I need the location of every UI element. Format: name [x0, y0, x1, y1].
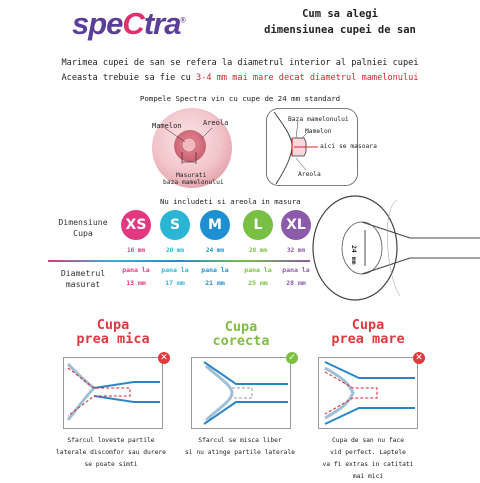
- fit-small-caption-1: Sfarcul loveste partile: [67, 437, 155, 444]
- fit-correct-illustration: [192, 358, 290, 428]
- registered-mark: ®: [180, 17, 185, 25]
- size-s-range-2: 17 mm: [165, 279, 185, 287]
- fit-correct-box: [191, 357, 291, 429]
- row-label-diameter-2: masurat: [65, 279, 101, 289]
- note-areola: Nu includeti si areola in masura: [160, 197, 301, 206]
- title-line-2: dimensiunea cupei de san: [264, 24, 416, 36]
- fit-large-status-icon: ✕: [413, 352, 425, 364]
- fit-large-box: [318, 357, 418, 429]
- size-xl-range-2: 28 mm: [286, 279, 306, 287]
- fit-large-caption: [303, 435, 433, 483]
- size-xs-range: [116, 264, 156, 290]
- fit-large-title: [303, 318, 433, 346]
- row-label-size-1: Dimensiune: [58, 217, 108, 227]
- intro-line-1: Marimea cupei de san se refera la diametrul interior al palniei cupei: [61, 58, 419, 68]
- label-areola-side: Areola: [298, 171, 321, 178]
- size-l-range: [238, 264, 278, 290]
- size-m-range-1: pana la: [201, 266, 229, 274]
- size-xl-range-1: pana la: [282, 266, 310, 274]
- fit-large-illustration: [319, 358, 417, 428]
- fit-correct-caption-2: si nu atinge partile laterale: [185, 449, 295, 456]
- size-xs-range-1: pana la: [122, 266, 150, 274]
- label-measure-1: Masurati: [176, 172, 207, 179]
- fit-large-caption-2: vid perfect. Laptele: [330, 449, 406, 456]
- flange-measure-label: 24 mm: [350, 245, 358, 265]
- label-measure-2: baza mamelonului: [163, 179, 224, 186]
- fit-small-illustration: [64, 358, 162, 428]
- title-line-1: Cum sa alegi: [302, 8, 378, 20]
- fit-correct-title: [176, 320, 306, 348]
- label-mamelon-side: Mamelon: [305, 128, 332, 135]
- size-divider: [48, 260, 310, 262]
- size-m-range: [195, 264, 235, 290]
- fit-small-title: [48, 318, 178, 346]
- intro-line-2: [10, 73, 470, 83]
- logo-part-3: tra: [143, 6, 181, 41]
- label-mamelon: Mamelon: [152, 122, 182, 130]
- fit-small-caption-3: se poate simti: [84, 461, 138, 468]
- fit-small-box: [63, 357, 163, 429]
- fit-small-title-1: Cupa: [96, 317, 130, 333]
- size-l-range-2: 25 mm: [248, 279, 268, 287]
- row-label-diameter-1: Diametrul: [60, 268, 106, 278]
- size-m-badge: M: [200, 210, 230, 240]
- size-xs-mm: 16 mm: [126, 247, 146, 254]
- row-label-size-2: Cupa: [73, 228, 93, 238]
- fit-large-caption-1: Cupa de san nu face: [331, 437, 405, 444]
- breast-shield-image: [300, 190, 480, 305]
- fit-correct-title-2: corecta: [212, 333, 270, 349]
- fit-small-status-icon: ✕: [158, 352, 170, 364]
- fit-correct-caption: [175, 435, 305, 459]
- size-m-range-2: 21 mm: [205, 279, 225, 287]
- label-here: aici se masoara: [320, 143, 377, 150]
- size-xl-mm: 32 mm: [286, 247, 306, 254]
- fit-large-title-2: prea mare: [331, 331, 405, 347]
- logo-part-2: C: [122, 6, 144, 41]
- size-s-badge: S: [160, 210, 190, 240]
- fit-large-caption-3: va fi extras in catitati: [322, 461, 414, 468]
- size-s-range-1: pana la: [161, 266, 189, 274]
- size-m-mm: 24 mm: [205, 247, 225, 254]
- page-title: [230, 6, 450, 38]
- intro-line-2-prefix: Aceasta trebuie sa fie cu: [61, 73, 197, 83]
- fit-large-title-1: Cupa: [351, 317, 385, 333]
- row-label-size: [48, 217, 118, 239]
- size-xl-range: [276, 264, 316, 290]
- fit-correct-caption-1: Sfarcul se misca liber: [198, 437, 282, 444]
- row-label-diameter: [48, 268, 118, 290]
- intro-line-3: Pompele Spectra vin cu cupe de 24 mm standard: [139, 94, 341, 103]
- fit-small-title-2: prea mica: [76, 331, 150, 347]
- fit-small-caption-2: laterale discomfor sau durere: [56, 449, 166, 456]
- spectra-logo: [72, 6, 185, 42]
- size-s-mm: 20 mm: [165, 247, 185, 254]
- size-xs-badge: XS: [121, 210, 151, 240]
- label-base: Baza mamelonului: [288, 116, 349, 123]
- size-s-range: [155, 264, 195, 290]
- fit-correct-status-icon: ✓: [286, 352, 298, 364]
- size-l-badge: L: [243, 210, 273, 240]
- size-xs-range-2: 13 mm: [126, 279, 146, 287]
- size-xl-badge: XL: [281, 210, 311, 240]
- fit-small-caption: [46, 435, 176, 471]
- size-l-range-1: pana la: [244, 266, 272, 274]
- fit-large-caption-4: mai mici: [352, 473, 384, 480]
- intro-highlight: 3-4 mm mai mare decat diametrul mamelonului: [196, 73, 419, 83]
- size-l-mm: 28 mm: [248, 247, 268, 254]
- label-areola: Areola: [203, 119, 229, 127]
- logo-part-1: spe: [72, 6, 123, 41]
- fit-correct-title-1: Cupa: [224, 319, 258, 335]
